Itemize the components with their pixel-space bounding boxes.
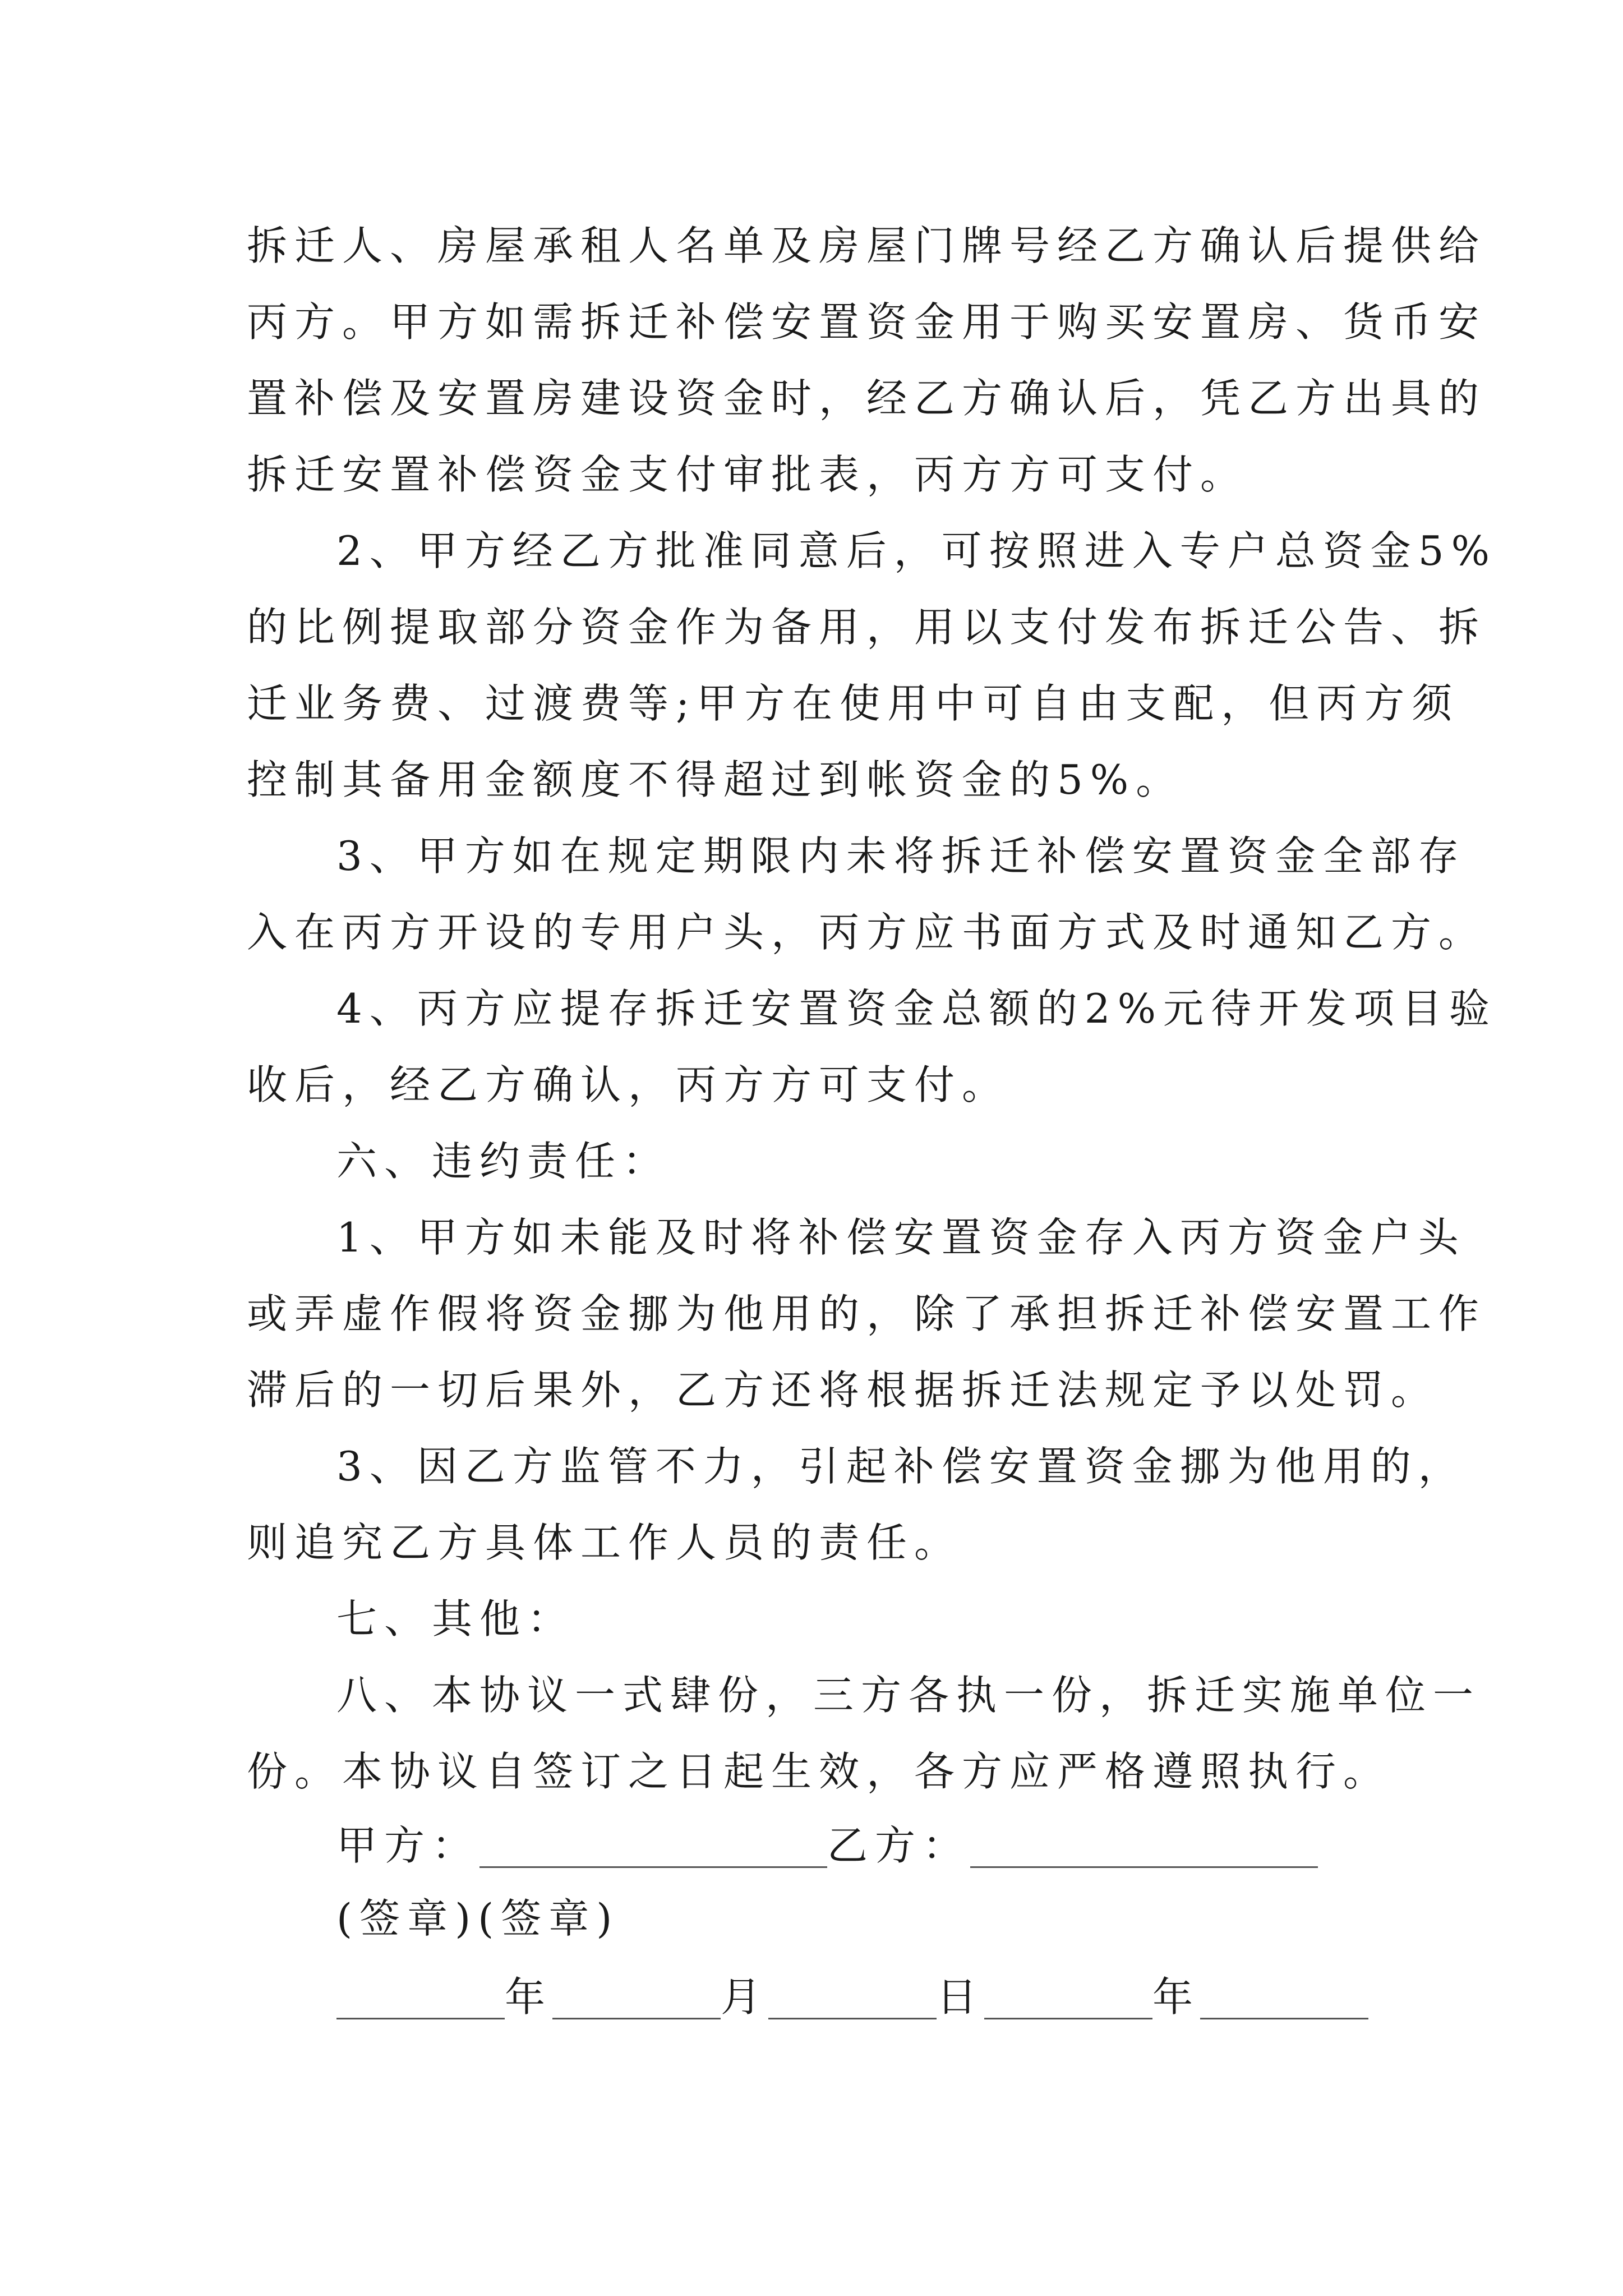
body-line: 滞后的一切后果外，乙方还将根据拆迁法规定予以处罚。 [247, 1366, 1439, 1414]
seal-label: (签章)(签章) [336, 1895, 620, 1942]
breach-clause-1-line: 1、甲方如未能及时将补偿安置资金存入丙方资金户头 [336, 1214, 1466, 1261]
body-line: 入在丙方开设的专用户头，丙方应书面方式及时通知乙方。 [247, 909, 1487, 956]
month-blank [552, 1974, 721, 2019]
body-line: 拆迁人、房屋承租人名单及房屋门牌号经乙方确认后提供给 [247, 222, 1487, 269]
body-line: 份。本协议自签订之日起生效，各方应严格遵照执行。 [247, 1748, 1391, 1795]
body-line: 丙方。甲方如需拆迁补偿安置资金用于购买安置房、货币安 [247, 298, 1487, 346]
body-line: 拆迁安置补偿资金支付审批表，丙方方可支付。 [247, 451, 1248, 498]
year-label-2: 年 [1152, 1973, 1201, 2021]
breach-clause-3-line: 3、因乙方监管不力，引起补偿安置资金挪为他用的， [336, 1443, 1466, 1490]
party-b-signature-blank [970, 1823, 1318, 1868]
body-line: 控制其备用金额度不得超过到帐资金的5%。 [247, 756, 1184, 803]
day-label: 日 [937, 1973, 985, 2021]
body-line: 收后，经乙方确认，丙方方可支付。 [247, 1061, 1010, 1108]
body-line: 或弄虚作假将资金挪为他用的，除了承担拆迁补偿安置工作 [247, 1290, 1487, 1337]
body-line: 的比例提取部分资金作为备用，用以支付发布拆迁公告、拆 [247, 604, 1487, 651]
section-heading-breach: 六、违约责任： [336, 1138, 671, 1185]
year-label: 年 [505, 1973, 553, 2021]
party-b-label: 乙方： [827, 1822, 971, 1869]
clause-3-line: 3、甲方如在规定期限内未将拆迁补偿安置资金全部存 [336, 832, 1466, 880]
clause-2-line: 2、甲方经乙方批准同意后，可按照进入专户总资金5% [336, 527, 1497, 574]
body-line: 则追究乙方具体工作人员的责任。 [247, 1519, 962, 1566]
body-line: 置补偿及安置房建设资金时，经乙方确认后，凭乙方出具的 [247, 375, 1487, 422]
year-blank [336, 1974, 505, 2019]
document-body [247, 208, 1497, 1810]
trailing-blank [1200, 1974, 1368, 2019]
seal-row [336, 1890, 619, 1947]
signature-parties-row [336, 1818, 1318, 1874]
day-blank [768, 1974, 937, 2019]
year-blank-2 [984, 1974, 1152, 2019]
month-label: 月 [721, 1973, 769, 2021]
party-a-label: 甲方： [336, 1822, 480, 1869]
clause-4-line: 4、丙方应提存拆迁安置资金总额的2%元待开发项目验 [336, 985, 1497, 1032]
section-eight-line: 八、本协议一式肆份，三方各执一份，拆迁实施单位一 [336, 1672, 1481, 1719]
party-a-signature-blank [479, 1823, 827, 1868]
date-row [336, 1969, 1368, 2025]
section-heading-other: 七、其他： [336, 1595, 575, 1642]
body-line: 迁业务费、过渡费等;甲方在使用中可自由支配，但丙方须 [247, 680, 1460, 727]
